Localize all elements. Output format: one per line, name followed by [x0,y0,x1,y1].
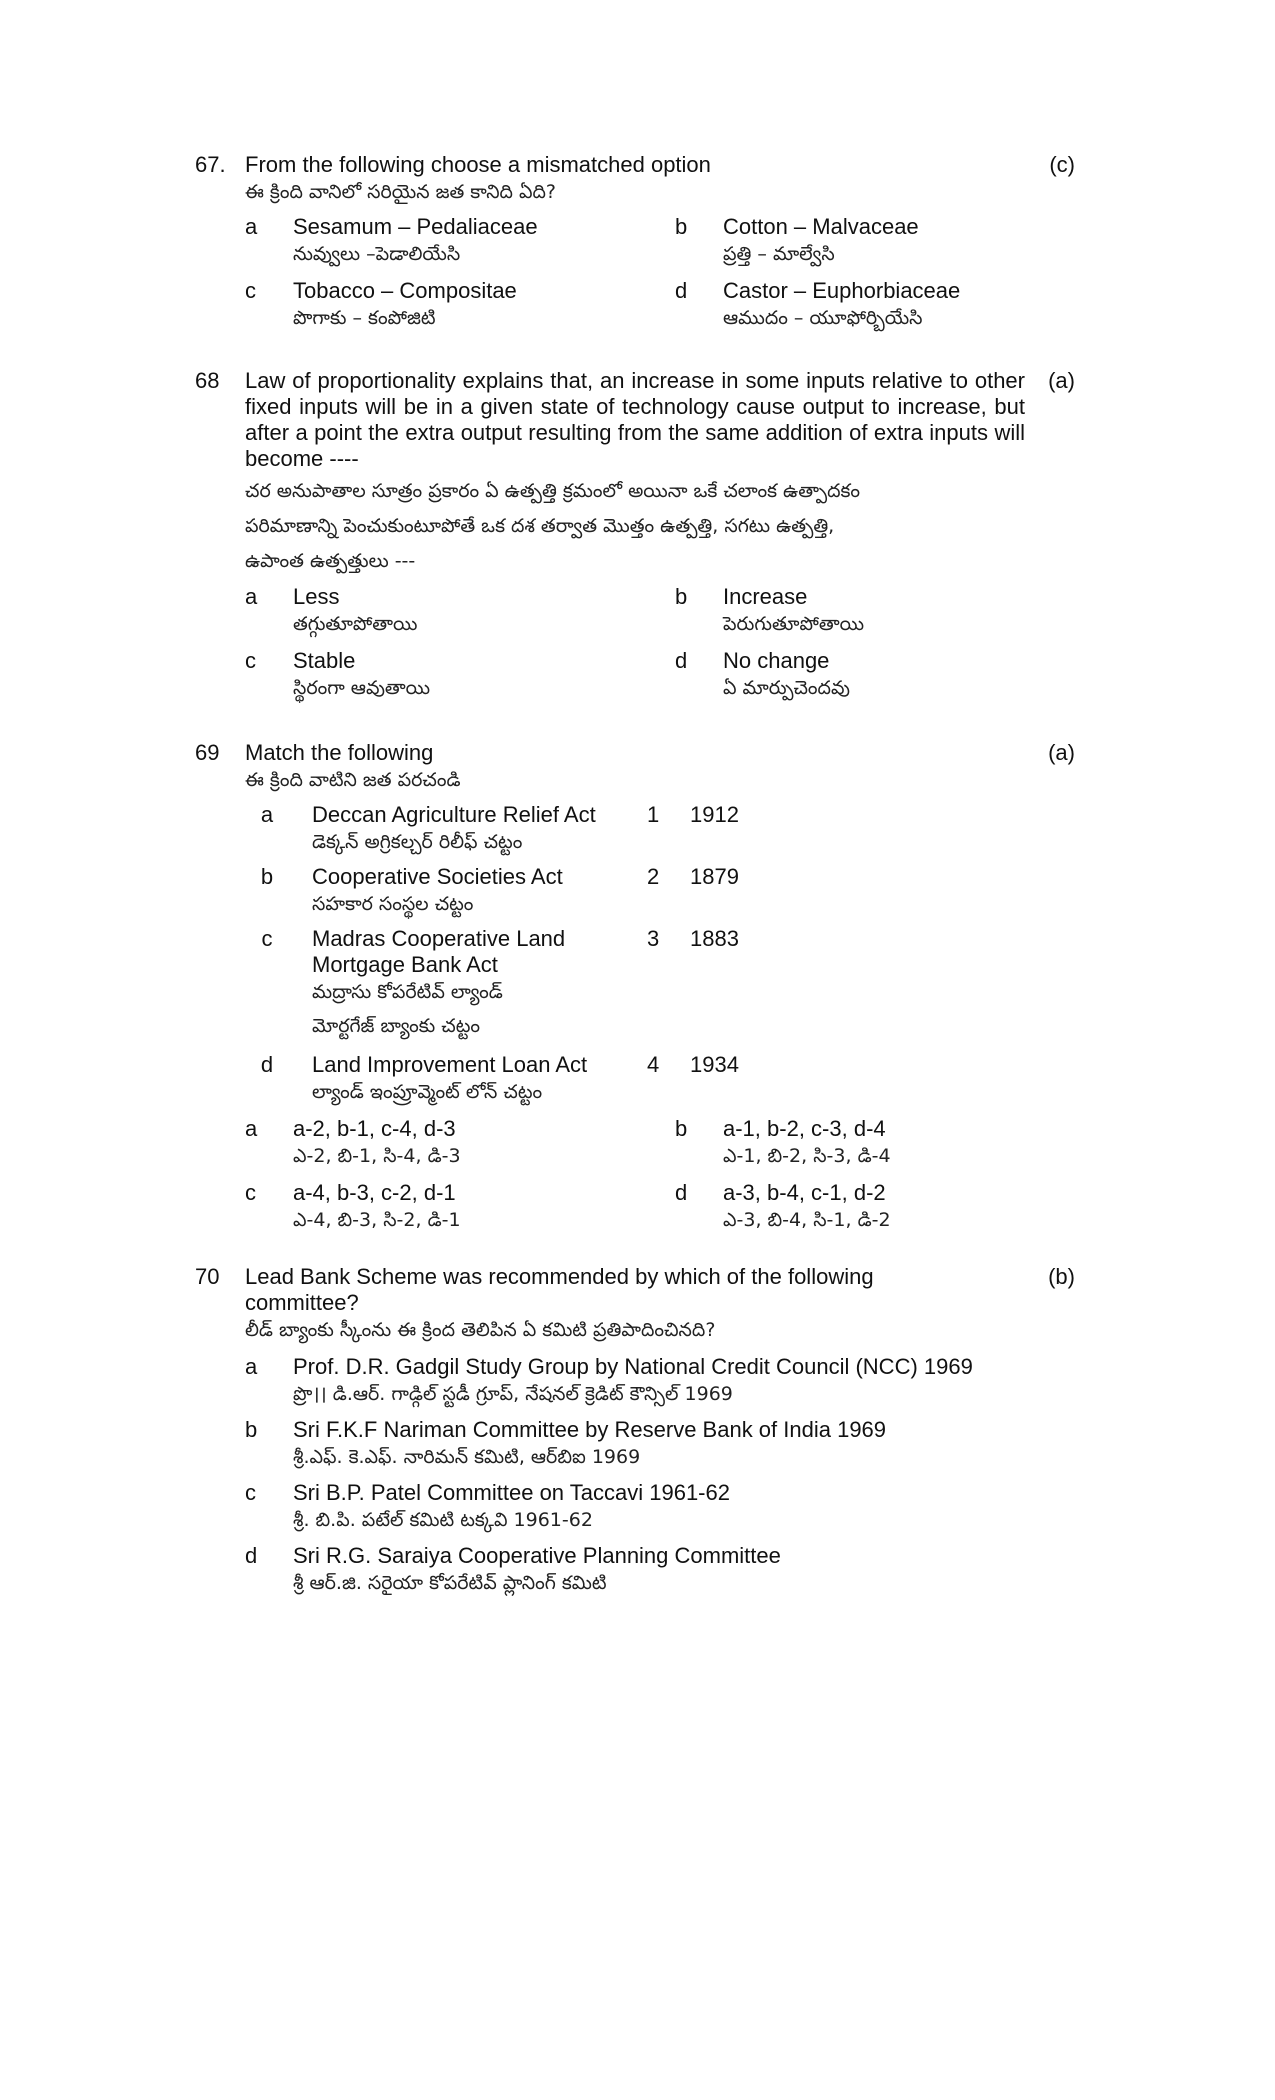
option-text-en: Less [293,584,340,609]
match-text-en: Deccan Agriculture Relief Act [312,802,596,827]
match-year: 1879 [690,864,739,889]
answer-key: (c) [1049,152,1075,177]
option-letter: a [245,584,258,609]
match-text-te-2: మోర్టగేజ్ బ్యాంకు చట్టం [312,1015,481,1037]
question-text-te-line-1: చర అనుపాతాల సూత్రం ప్రకారం ఏ ఉత్పత్తి క్రమంలో అయినా ఒకే చలాంక ఉత్పాదకం [245,480,861,502]
option-text-te: ఎ-1, బి-2, సి-3, డి-4 [723,1145,891,1167]
option-text-en: a-1, b-2, c-3, d-4 [723,1116,886,1141]
match-text-te: ల్యాండ్ ఇంప్రూవ్మెంట్ లోన్ చట్టం [312,1081,543,1103]
option-text-en: No change [723,648,830,673]
option-letter: d [675,648,688,673]
answer-key: (a) [1048,740,1075,765]
match-text-te: సహకార సంస్థల చట్టం [312,893,474,915]
option-text-te: ఆముదం – యూఫోర్బియేసి [723,307,923,329]
question-number: 67. [195,152,226,177]
option-text-en: Cotton – Malvaceae [723,214,919,239]
question-text-te: ఈ క్రింది వాటిని జత పరచండి [245,769,461,791]
option-letter: c [245,1180,256,1205]
match-year: 1934 [690,1052,739,1077]
question-text-te-line-2: పరిమాణాన్ని పెంచుకుంటూపోతే ఒక దశ తర్వాత మొత్తం ఉత్పత్తి, సగటు ఉత్పత్తి, [245,515,835,537]
question-text-en: From the following choose a mismatched option [245,152,711,177]
match-letter: b [260,864,274,889]
option-text-en: Castor – Euphorbiaceae [723,278,961,303]
option-text-te: తగ్గుతూపోతాయి [293,613,418,635]
option-text-en: Tobacco – Compositae [293,278,517,303]
option-letter: c [245,278,256,303]
option-text-te: పొగాకు – కంపోజిటి [293,307,436,329]
answer-key: (b) [1048,1264,1075,1289]
option-letter: c [245,1480,256,1505]
match-number: 2 [647,864,660,889]
match-letter: a [260,802,274,827]
option-text-te: స్థిరంగా ఆవుతాయి [293,677,431,699]
question-text-en: Law of proportionality explains that, an increase in some inputs relative to other fixed inputs will be in a given state of technology cause output to increase, but after a point the extra output resulting from the same addition of extra inputs will become ---- [245,368,1025,471]
match-text-te: మద్రాసు కోపరేటివ్ ల్యాండ్ [312,981,503,1003]
match-letter: d [260,1052,274,1077]
option-text-en: Sesamum – Pedaliaceae [293,214,538,239]
option-letter: c [245,648,256,673]
option-text-en: Sri F.K.F Nariman Committee by Reserve Bank of India 1969 [293,1417,887,1442]
question-text-te-line-3: ఉపాంత ఉత్పత్తులు --- [245,550,416,572]
option-text-te: ఎ-2, బి-1, సి-4, డి-3 [293,1145,461,1167]
question-text [245,368,1025,579]
option-text-en: Sri B.P. Patel Committee on Taccavi 1961-62 [293,1480,730,1505]
match-text-en: Madras Cooperative Land Mortgage Bank Act [312,926,566,977]
option-letter: b [675,214,688,239]
option-letter: b [675,1116,688,1141]
match-year: 1912 [690,802,739,827]
question-number: 70 [195,1264,220,1289]
option-text-en: Prof. D.R. Gadgil Study Group by National Credit Council (NCC) 1969 [293,1354,973,1379]
option-text-en: a-3, b-4, c-1, d-2 [723,1180,886,1205]
option-text-te: పెరుగుతూపోతాయి [723,613,865,635]
question-text-en: Lead Bank Scheme was recommended by which of the following committee? [245,1264,874,1315]
match-number: 4 [647,1052,660,1077]
option-letter: a [245,1116,258,1141]
option-text-en: Increase [723,584,808,609]
option-text-en: Stable [293,648,356,673]
option-text-te: ఏ మార్పుచెందవు [723,677,850,699]
option-text-te: ప్రత్తి – మాల్వేసి [723,243,835,265]
option-text-te: ప్రొ।। డి.ఆర్. గాడ్గిల్ స్టడీ గ్రూప్, నేషనల్ క్రెడిట్ కౌన్సిల్ 1969 [293,1383,733,1405]
question-number: 68 [195,368,220,393]
match-text-en: Cooperative Societies Act [312,864,563,889]
option-text-en: a-4, b-3, c-2, d-1 [293,1180,456,1205]
question-number: 69 [195,740,220,765]
match-text-te: డెక్కన్ అగ్రికల్చర్ రిలీఫ్ చట్టం [312,831,523,853]
match-number: 3 [647,926,660,951]
question-text-te: ఈ క్రింది వానిలో సరియైన జత కానిది ఏది? [245,181,556,203]
question-text-en: Match the following [245,740,434,765]
match-number: 1 [647,802,660,827]
answer-key: (a) [1048,368,1075,393]
option-text-en: Sri R.G. Saraiya Cooperative Planning Committee [293,1543,781,1568]
question-67 [195,152,1095,342]
question-70 [195,1264,1095,1594]
question-text-te: లీడ్ బ్యాంకు స్కీంను ఈ క్రింద తెలిపిన ఏ కమిటి ప్రతిపాదించినది? [245,1319,716,1341]
match-text-en: Land Improvement Loan Act [312,1052,588,1077]
option-text-en: a-2, b-1, c-4, d-3 [293,1116,456,1141]
option-text-te: నువ్వులు –పెడాలియేసి [293,243,461,265]
option-letter: a [245,1354,258,1379]
option-letter: b [245,1417,258,1442]
option-letter: d [245,1543,258,1568]
option-text-te: ఎ-3, బి-4, సి-1, డి-2 [723,1209,891,1231]
question-68 [195,368,1095,708]
option-text-te: ఎ-4, బి-3, సి-2, డి-1 [293,1209,461,1231]
question-69 [195,740,1095,1240]
question-text [245,1264,925,1344]
option-text-te: శ్రీ.ఎఫ్. కె.ఎఫ్. నారిమన్ కమిటి, ఆర్‌బిఐ 1969 [293,1446,641,1468]
question-text [245,152,1025,206]
option-text-te: శ్రీ ఆర్.జి. సరైయా కోపరేటివ్ ప్లానింగ్ కమిటి [293,1572,607,1594]
question-text [245,740,1025,794]
option-letter: d [675,1180,688,1205]
match-year: 1883 [690,926,739,951]
match-letter: c [261,926,273,951]
option-letter: b [675,584,688,609]
option-letter: a [245,214,258,239]
option-text-te: శ్రీ. బి.పి. పటేల్ కమిటి టక్కవి 1961-62 [293,1509,593,1531]
option-letter: d [675,278,688,303]
